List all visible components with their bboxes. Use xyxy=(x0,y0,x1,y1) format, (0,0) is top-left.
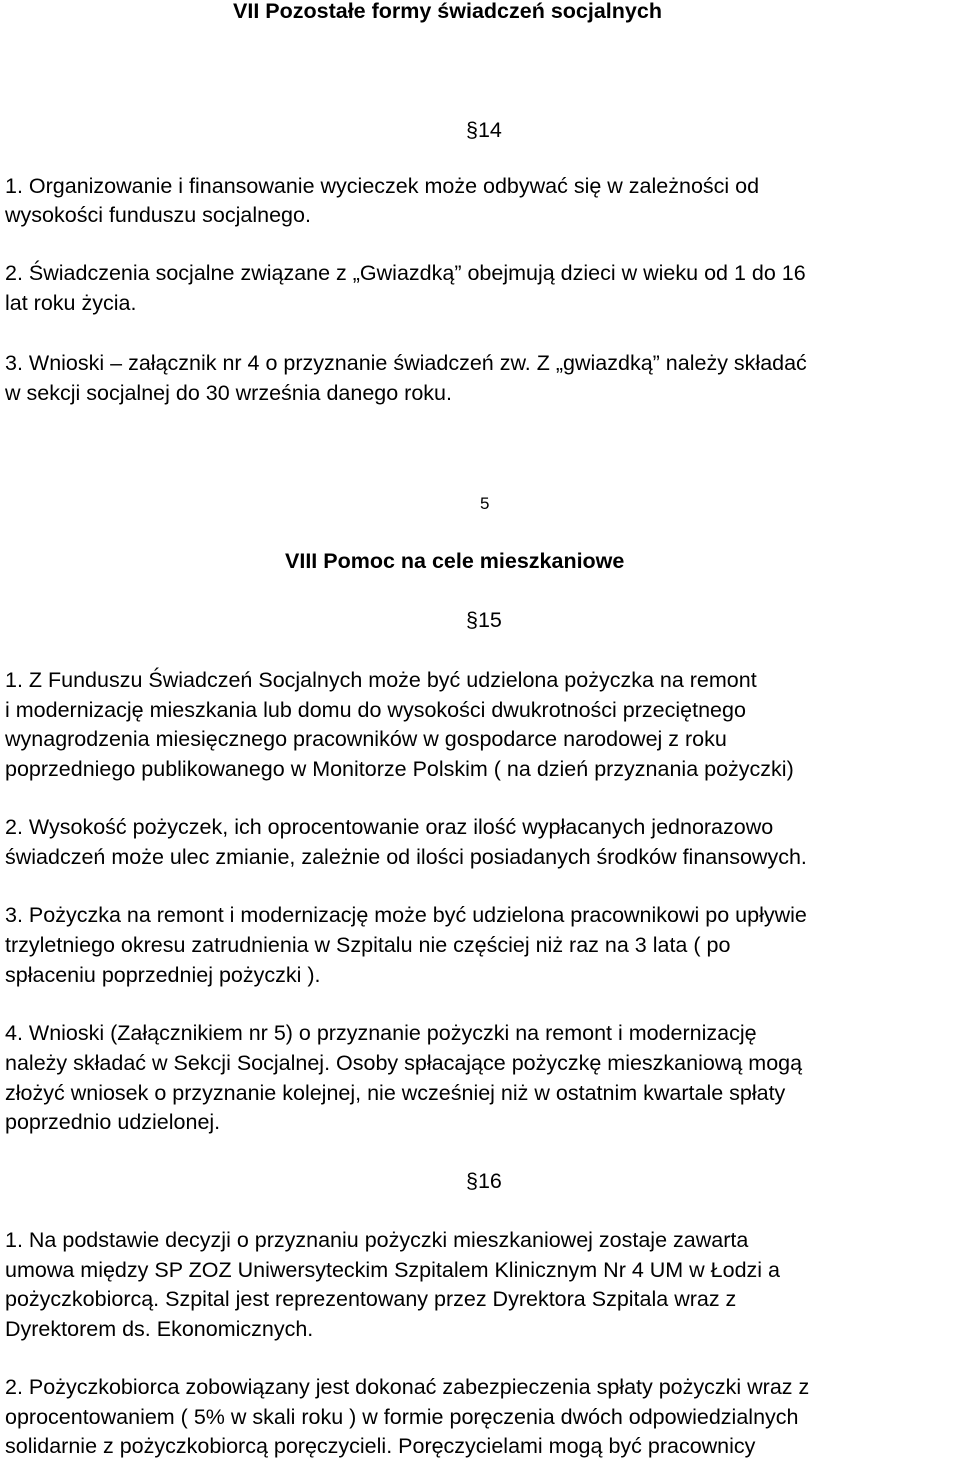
viii-item-2-line-1: 2. Wysokość pożyczek, ich oprocentowanie oraz ilość wypłacanych jednorazowo xyxy=(5,815,774,839)
section-viii-heading: VIII Pomoc na cele mieszkaniowe xyxy=(285,549,625,573)
section-vii-heading: VII Pozostałe formy świadczeń socjalnych xyxy=(233,0,662,23)
viii-item-1-line-1: 1. Z Funduszu Świadczeń Socjalnych może być udzielona pożyczka na remont xyxy=(5,668,757,692)
paragraph-14-marker: §14 xyxy=(466,118,502,142)
paragraph-16-marker: §16 xyxy=(466,1169,502,1193)
viii-item-1-line-2: i modernizację mieszkania lub domu do wysokości dwukrotności przeciętnego xyxy=(5,698,746,722)
paragraph-15-marker: §15 xyxy=(466,608,502,632)
vii-item-1-line-1: 1. Organizowanie i finansowanie wycieczek może odbywać się w zależności od xyxy=(5,174,760,198)
vii-item-3-line-1: 3. Wnioski – załącznik nr 4 o przyznanie świadczeń zw. Z „gwiazdką” należy składać xyxy=(5,351,807,375)
vii-item-1-line-2: wysokości funduszu socjalnego. xyxy=(5,203,311,227)
page-number: 5 xyxy=(480,494,490,513)
viii-item-1-line-4: poprzedniego publikowanego w Monitorze Polskim ( na dzień przyznania pożyczki) xyxy=(5,757,794,781)
viii-item-4-line-1: 4. Wnioski (Załącznikiem nr 5) o przyznanie pożyczki na remont i modernizację xyxy=(5,1021,757,1045)
p16-item-1-line-3: pożyczkobiorcą. Szpital jest reprezentowany przez Dyrektora Szpitala wraz z xyxy=(5,1287,737,1311)
viii-item-3-line-1: 3. Pożyczka na remont i modernizację może być udzielona pracownikowi po upływie xyxy=(5,903,807,927)
viii-item-1-line-3: wynagrodzenia miesięcznego pracowników w gospodarce narodowej z roku xyxy=(5,727,727,751)
p16-item-1-line-1: 1. Na podstawie decyzji o przyznaniu pożyczki mieszkaniowej zostaje zawarta xyxy=(5,1228,749,1252)
vii-item-2-line-2: lat roku życia. xyxy=(5,291,137,315)
p16-item-2-line-3: solidarnie z pożyczkobiorcą poręczycieli. Poręczycielami mogą być pracownicy xyxy=(5,1434,756,1458)
viii-item-4-line-2: należy składać w Sekcji Socjalnej. Osoby spłacające pożyczkę mieszkaniową mogą xyxy=(5,1051,803,1075)
viii-item-2-line-2: świadczeń może ulec zmianie, zależnie od ilości posiadanych środków finansowych. xyxy=(5,845,807,869)
p16-item-2-line-1: 2. Pożyczkobiorca zobowiązany jest dokonać zabezpieczenia spłaty pożyczki wraz z xyxy=(5,1375,810,1399)
p16-item-1-line-4: Dyrektorem ds. Ekonomicznych. xyxy=(5,1317,314,1341)
p16-item-1-line-2: umowa między SP ZOZ Uniwersyteckim Szpitalem Klinicznym Nr 4 UM w Łodzi a xyxy=(5,1258,780,1282)
viii-item-3-line-3: spłaceniu poprzedniej pożyczki ). xyxy=(5,963,321,987)
vii-item-2-line-1: 2. Świadczenia socjalne związane z „Gwiazdką” obejmują dzieci w wieku od 1 do 16 xyxy=(5,261,806,285)
vii-item-3-line-2: w sekcji socjalnej do 30 września danego roku. xyxy=(5,381,452,405)
p16-item-2-line-2: oprocentowaniem ( 5% w skali roku ) w formie poręczenia dwóch odpowiedzialnych xyxy=(5,1405,799,1429)
viii-item-4-line-3: złożyć wniosek o przyznanie kolejnej, nie wcześniej niż w ostatnim kwartale spłaty xyxy=(5,1081,786,1105)
viii-item-3-line-2: trzyletniego okresu zatrudnienia w Szpitalu nie częściej niż raz na 3 lata ( po xyxy=(5,933,731,957)
viii-item-4-line-4: poprzednio udzielonej. xyxy=(5,1110,221,1134)
